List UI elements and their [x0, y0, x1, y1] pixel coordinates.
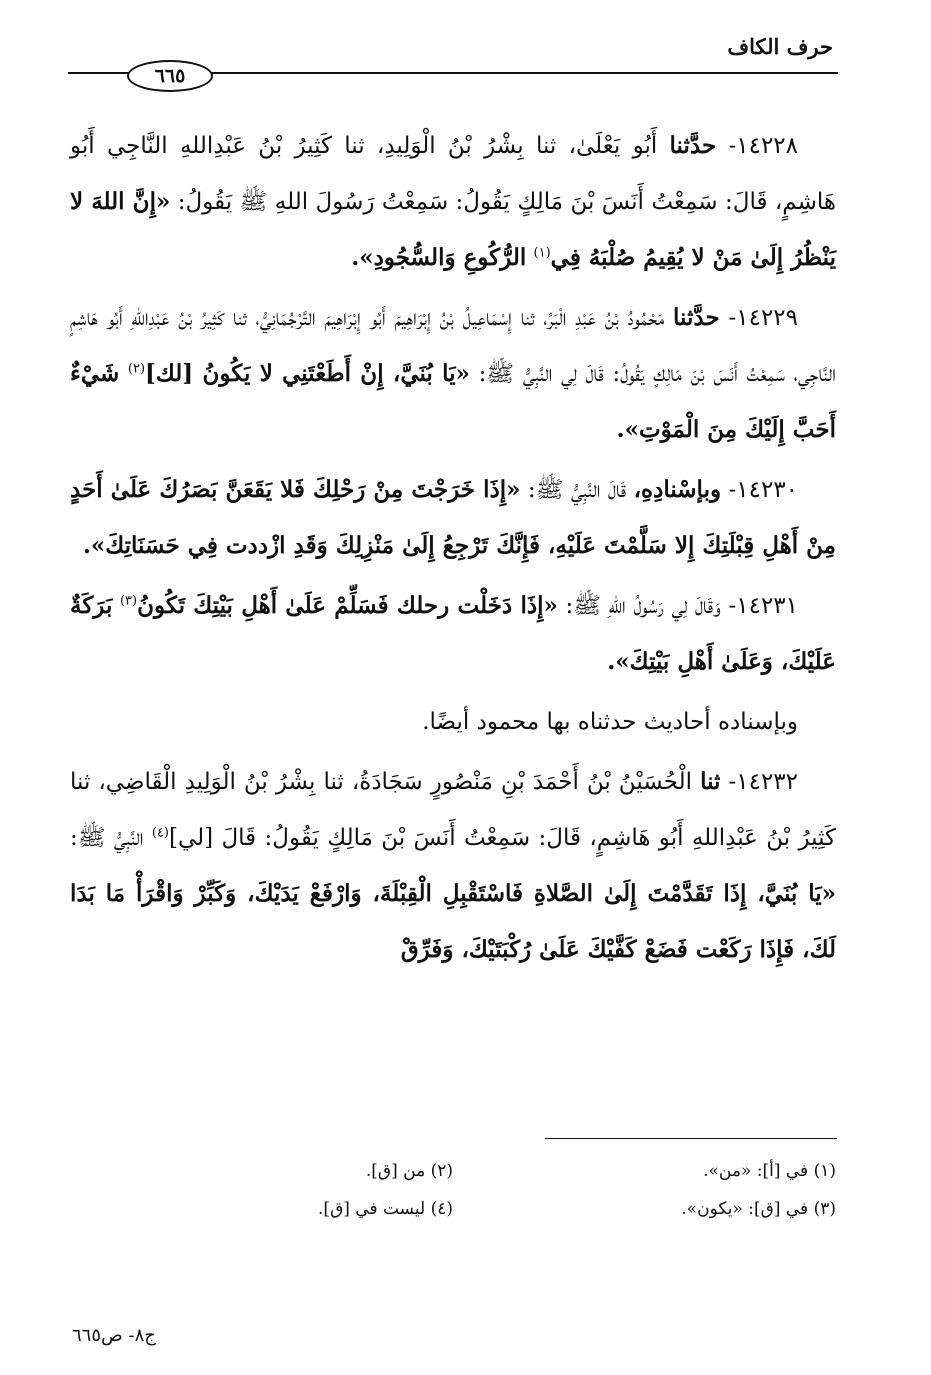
page-reference: ج٨- ص٦٦٥ [72, 1325, 156, 1346]
isnad: وَقَالَ لِي رَسُولُ اللهِ ﷺ: [565, 593, 721, 619]
matn: «يَا بُنَيَّ، إِنْ أَطَعْتَنِي لا يَكُونُ [لك] [145, 360, 470, 387]
matn: شَيْءٌ أَحَبَّ إِلَيْكَ مِنَ الْمَوْتِ». [70, 360, 836, 443]
hadith-14231 [70, 578, 836, 690]
hadith-number: ١٤٢٣١- [728, 593, 799, 619]
hadith-14230 [70, 462, 836, 574]
hadith-number: ١٤٢٣٢- [728, 769, 799, 795]
narration-keyword: وبإسْنادِهِ، [633, 476, 722, 503]
main-text [70, 118, 836, 982]
footnote-text: ليست في [ق]. [318, 1199, 426, 1219]
running-head: حرف الكاف [727, 34, 833, 59]
matn: الرُّكُوعِ وَالسُّجُودِ». [351, 244, 527, 271]
hadith-14229 [70, 290, 836, 458]
footnote-4 [70, 1190, 453, 1228]
footnote-1 [453, 1152, 836, 1190]
narration-keyword: ثنا [700, 768, 721, 795]
footnote-marker: (١) [533, 245, 551, 261]
footnote-text: في [ق]: «يكون». [681, 1199, 809, 1219]
hadith-number: ١٤٢٣٠- [728, 477, 799, 503]
isnad: قَالَ النَّبِيُّ ﷺ: [527, 477, 627, 503]
hadith-number: ١٤٢٢٩- [728, 305, 799, 331]
isnad: مَحْمُودُ بْنُ عَبْدِ الْبَرِّ، ثنا إِسْمَاعِيلُ بْنُ إِبْرَاهِيمَ أَبُو إِبْرَاهِيمَ التَّرْجُمَانِيُّ، ثنا كَثِيرُ بْنُ عَبْدِاللهِ أَبُو هَاشِمٍ النَّاجِي، سَمِعْتُ أَنَسَ بْنَ مَالِكٍ يَقُولُ: قَالَ لِي النَّبِيُّ ﷺ: [70, 305, 836, 387]
matn: بَرَكَةٌ عَلَيْكَ، وَعَلَىٰ أَهْلِ بَيْتِكَ». [70, 592, 836, 675]
matn: «إِذَا دَخَلْت رحلك فَسَلِّمْ عَلَىٰ أَهْلِ بَيْتِكَ تَكُونُ [137, 592, 558, 619]
footnote-2 [70, 1152, 453, 1190]
footnote-number: (١) [813, 1161, 836, 1181]
footnote-text: في [أ]: «من». [703, 1161, 809, 1181]
footnote-row [70, 1152, 836, 1190]
hadith-number: ١٤٢٢٨- [728, 133, 799, 159]
isnad: الْحُسَيْنُ بْنُ أَحْمَدَ بْنِ مَنْصُورٍ سَجَادَةُ، ثنا بِشْرُ بْنُ الْوَلِيدِ الْقَاضِي، ثنا كَثِيرُ بْنُ عَبْدِاللهِ أَبُو هَاشِمٍ، قَالَ: سَمِعْتُ أَنَسَ بْنَ مَالِكٍ يَقُولُ: قَالَ [لي] [70, 769, 836, 851]
matn: «إِنَّ اللهَ لا يَنْظُرُ إِلَىٰ مَنْ لا يُقِيمُ صُلْبَهُ فِي [70, 188, 836, 271]
matn: «إِذَا خَرَجْتَ مِنْ رَحْلِكَ فَلا يَقَعَنَّ بَصَرُكَ عَلَىٰ أَحَدٍ مِنْ أَهْلِ قِبْلَتِكَ إِلا سَلَّمْتَ عَلَيْهِ، فَإِنَّكَ تَرْجِعُ إِلَىٰ مَنْزِلِكَ وَقَدِ ازْددت فِي حَسَنَاتِكَ». [70, 476, 836, 559]
narration-keyword: حدَّثنا [673, 304, 720, 331]
footnote-number: (٤) [430, 1199, 453, 1219]
isnad: أَبُو يَعْلَىٰ، ثنا بِشْرُ بْنُ الْوَلِيدِ، ثنا كَثِيرُ بْنُ عَبْدِاللهِ النَّاجِي أَبُو هَاشِمٍ، قَالَ: سَمِعْتُ أَنَسَ بْنَ مَالِكٍ يَقُولُ: سَمِعْتُ رَسُولَ اللهِ ﷺ يَقُولُ: [70, 133, 836, 215]
footnote-marker: (٤) [151, 825, 169, 841]
footnotes [70, 1152, 836, 1228]
footnote-text: من [ق]. [365, 1161, 426, 1181]
page-number-badge: ٦٦٥ [127, 60, 213, 92]
editor-note: وبإسناده أحاديث حدثناه بها محمود أيضًا. [422, 709, 798, 735]
footnote-row [70, 1190, 836, 1228]
footnote-marker: (٣) [119, 593, 138, 609]
footnote-marker: (٢) [127, 361, 146, 377]
footnote-rule [545, 1138, 837, 1139]
hadith-14228 [70, 118, 836, 286]
footnote-3 [453, 1190, 836, 1228]
hadith-14232 [70, 754, 836, 978]
footnote-number: (٣) [813, 1199, 836, 1219]
matn: «يَا بُنَيَّ، إِذَا تَقَدَّمْتَ إِلَىٰ الصَّلاةِ فَاسْتَقْبِلِ الْقِبْلَةَ، وَارْفَعْ يَدَيْكَ، وَكَبِّرْ وَاقْرَأْ مَا بَدَا لَكَ، فَإِذَا رَكَعْت فَضَعْ كَفَّيْكَ عَلَىٰ رُكْبَتَيْكَ، وَفَرِّقْ [70, 880, 836, 963]
isnad: النَّبِيُّ ﷺ: [70, 825, 144, 851]
footnote-number: (٢) [430, 1161, 453, 1181]
narration-keyword: حدَّثنا [669, 132, 717, 159]
